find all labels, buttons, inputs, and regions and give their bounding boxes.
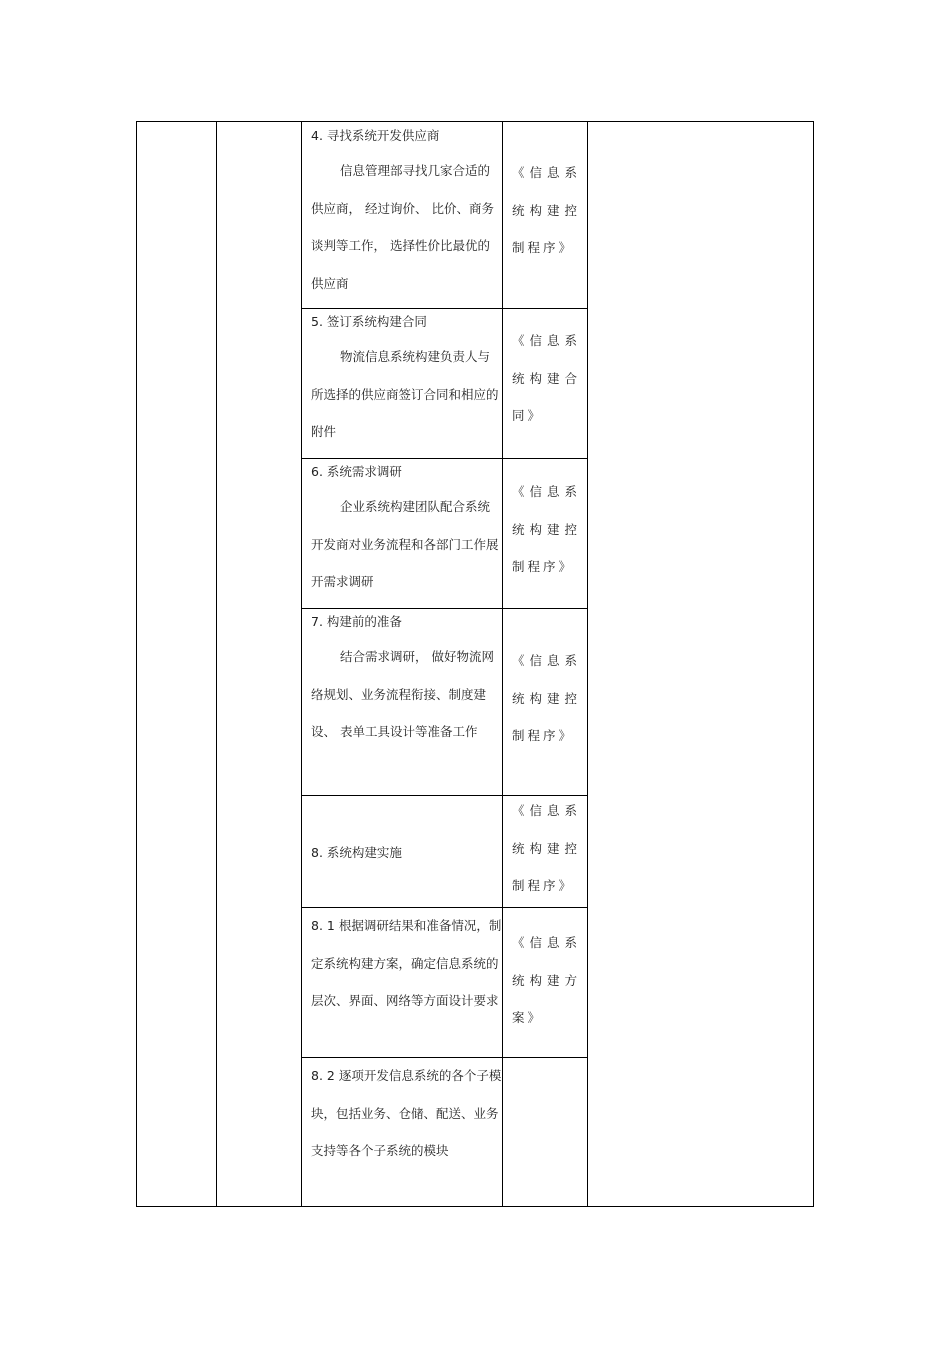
step-title: 8. 系统构建实施 bbox=[311, 845, 402, 860]
step-cell bbox=[302, 907, 502, 1020]
table-row-step-8-2 bbox=[302, 1057, 588, 1207]
step-cell bbox=[302, 122, 502, 302]
table-row-step-8 bbox=[302, 795, 588, 908]
table-row-step-7 bbox=[302, 608, 588, 796]
step-cell bbox=[302, 608, 502, 751]
step-title: 4. 寻找系统开发供应商 bbox=[311, 128, 440, 143]
step-title: 7. 构建前的准备 bbox=[311, 614, 402, 629]
step-cell bbox=[302, 458, 502, 601]
reference-document: 《信息系统构建控制程序》 bbox=[512, 653, 580, 743]
step-title: 5. 签订系统构建合同 bbox=[311, 314, 427, 329]
step-description: 信息管理部寻找几家合适的供应商， 经过询价、 比价、商务谈判等工作， 选择性价比最优的供应商 bbox=[311, 163, 494, 291]
table-row-step-8-1 bbox=[302, 907, 588, 1058]
step-description: 企业系统构建团队配合系统开发商对业务流程和各部门工作展开需求调研 bbox=[311, 499, 499, 589]
step-cell bbox=[302, 1057, 502, 1170]
step-title: 6. 系统需求调研 bbox=[311, 464, 402, 479]
table-row-step-5 bbox=[302, 308, 588, 459]
reference-document: 《信息系统构建控制程序》 bbox=[512, 484, 580, 574]
step-description: 8. 2 逐项开发信息系统的各个子模块，包括业务、仓储、配送、业务支持等各个子系统的模块 bbox=[311, 1068, 502, 1158]
step-description: 物流信息系统构建负责人与所选择的供应商签订合同和相应的附件 bbox=[311, 349, 499, 439]
reference-document: 《信息系统构建合同》 bbox=[512, 333, 580, 423]
step-cell bbox=[302, 308, 502, 451]
process-table bbox=[136, 121, 814, 1207]
reference-document: 《信息系统构建控制程序》 bbox=[512, 165, 580, 255]
column-divider bbox=[216, 122, 217, 1206]
step-description: 结合需求调研， 做好物流网络规划、业务流程衔接、制度建设、 表单工具设计等准备工作 bbox=[311, 649, 494, 739]
table-row-step-4 bbox=[302, 122, 588, 309]
reference-document: 《信息系统构建控制程序》 bbox=[512, 803, 580, 893]
step-description: 8. 1 根据调研结果和准备情况，制定系统构建方案，确定信息系统的层次、界面、网络等方面设计要求 bbox=[311, 918, 502, 1008]
reference-document: 《信息系统构建方案》 bbox=[512, 935, 580, 1025]
table-row-step-6 bbox=[302, 458, 588, 609]
